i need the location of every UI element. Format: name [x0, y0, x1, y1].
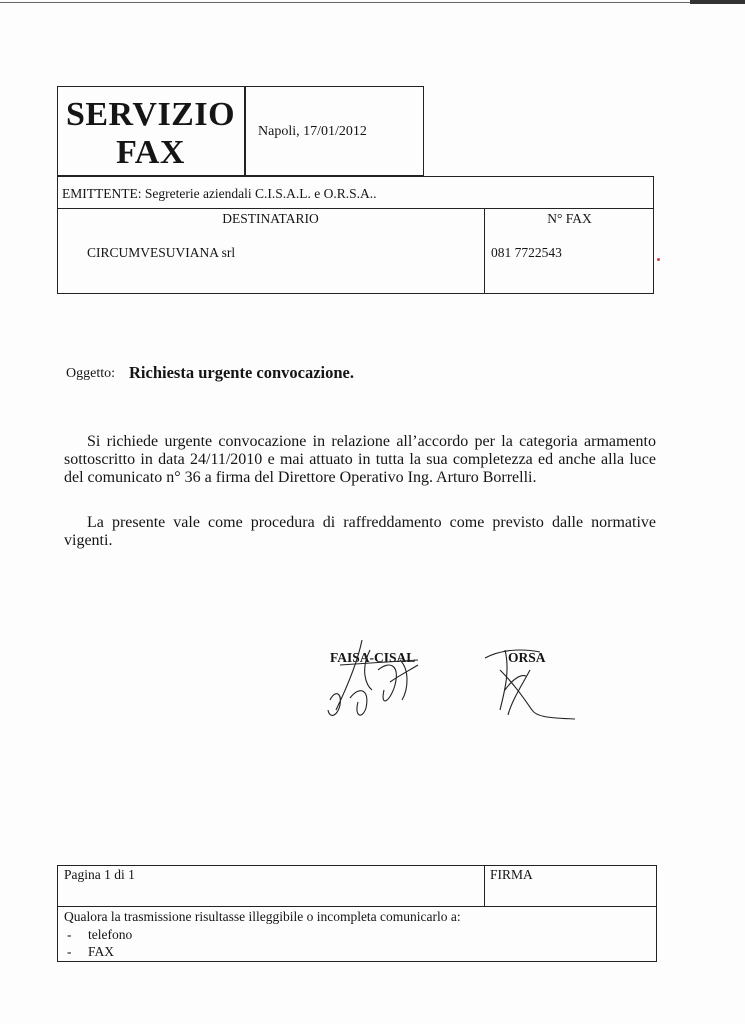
signature-field-label: FIRMA	[490, 867, 533, 882]
top-scan-line	[0, 2, 745, 3]
recipient-name: CIRCUMVESUVIANA srl	[87, 245, 236, 260]
sender-line: EMITTENTE: Segreterie aziendali C.I.S.A.L. e O.R.S.A..	[62, 186, 377, 201]
transmission-note: Qualora la trasmissione risultasse illeggibile o incompleta comunicarlo a:	[64, 909, 461, 924]
document-date: Napoli, 17/01/2012	[258, 124, 367, 139]
top-scan-mark	[690, 0, 745, 4]
scan-speck	[657, 258, 660, 261]
footer-col-divider	[484, 865, 485, 906]
footer-row-divider	[57, 906, 657, 907]
recipient-header: DESTINATARIO	[222, 211, 319, 226]
subject-value: Richiesta urgente convocazione.	[129, 363, 354, 382]
header-divider	[244, 86, 246, 176]
body-paragraph-1: Si richiede urgente convocazione in relazione all’accordo per la categoria armamento sottoscritto in data 24/11/2010 e mai attuato in tutta la sua completezza ed anche alla luce del comunicato n° 36 a firma del Direttore Operativo Ing. Arturo Borrelli.	[64, 433, 656, 486]
handwritten-signatures	[300, 630, 600, 730]
body-paragraph-2: La presente vale come procedura di raffreddamento come previsto dalle normative vigenti.	[64, 514, 656, 549]
table-row-divider	[57, 208, 654, 209]
title-fax: FAX	[116, 134, 185, 171]
signature-label-faisa-cisal: FAISA-CISAL	[330, 650, 416, 665]
signature-label-orsa: ORSA	[508, 650, 546, 665]
list-bullet: -	[67, 944, 72, 959]
fax-number: 081 7722543	[491, 245, 562, 260]
contact-item-telefono: telefono	[88, 927, 133, 942]
fax-number-header: N° FAX	[547, 211, 592, 226]
page-number: Pagina 1 di 1	[64, 867, 135, 882]
subject-label: Oggetto:	[66, 366, 115, 381]
title-servizio: SERVIZIO	[65, 96, 236, 133]
list-bullet: -	[67, 927, 72, 942]
contact-item-fax: FAX	[88, 944, 115, 959]
